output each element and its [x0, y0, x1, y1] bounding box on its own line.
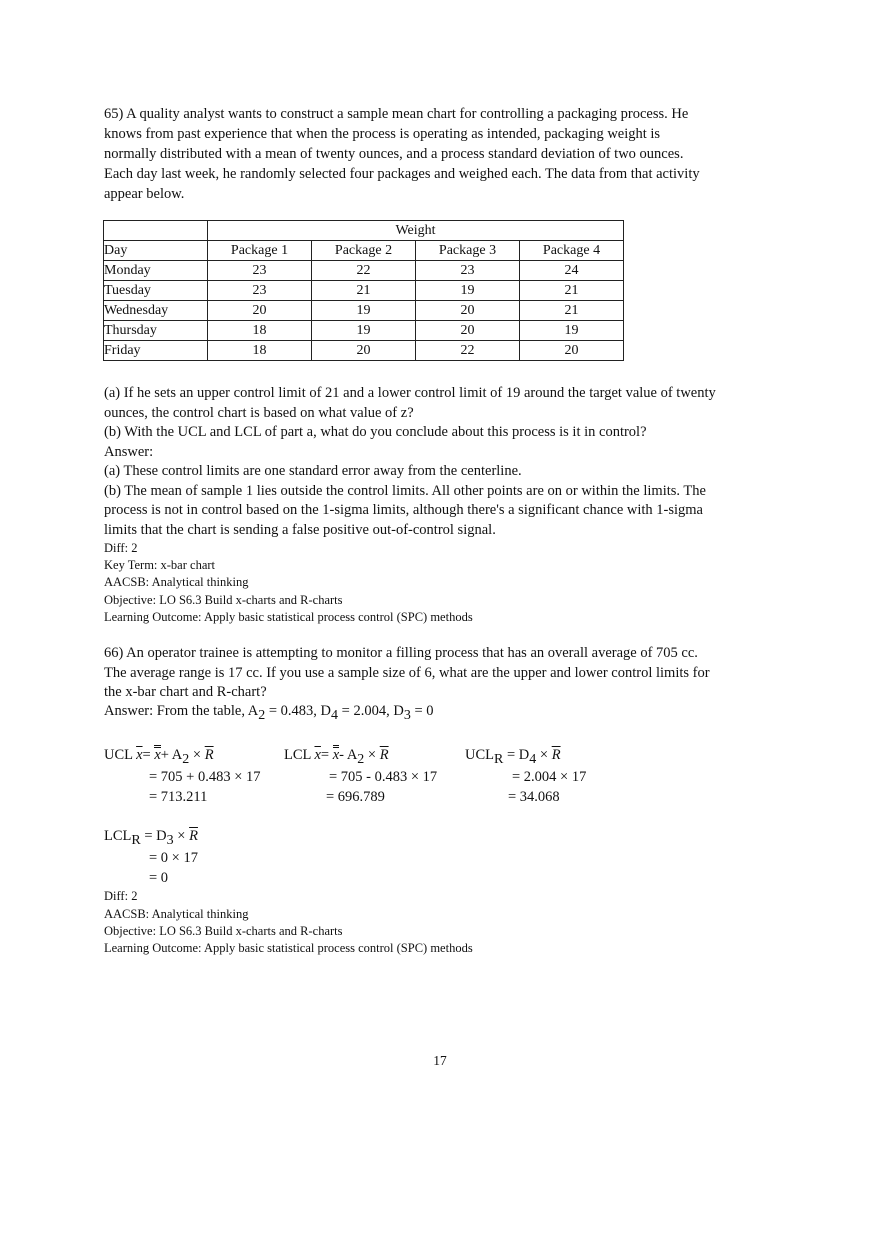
value-cell: 18: [208, 341, 312, 361]
table-row: [104, 321, 624, 341]
column-header: Package 1: [208, 241, 312, 261]
q65-answer-b-cont: process is not in control based on the 1-sigma limits, although there's a significant chance with 1-sigma: [104, 502, 703, 518]
value-cell: 24: [520, 261, 624, 281]
value-cell: 22: [312, 261, 416, 281]
q65-learning-outcome: Learning Outcome: Apply basic statistical process control (SPC) methods: [104, 610, 473, 624]
table-corner-cell: [104, 221, 208, 241]
page-number: 17: [433, 1053, 447, 1068]
lcl-r-step: = 0 × 17: [149, 850, 198, 866]
value-cell: 19: [416, 281, 520, 301]
day-cell: Tuesday: [104, 281, 208, 301]
value-cell: 21: [520, 281, 624, 301]
q65-answer-b-cont2: limits that the chart is sending a false positive out-of-control signal.: [104, 522, 496, 538]
q66-line-3: the x-bar chart and R-chart?: [104, 684, 267, 700]
value-cell: 18: [208, 321, 312, 341]
q66-learning-outcome: Learning Outcome: Apply basic statistical process control (SPC) methods: [104, 941, 473, 955]
ucl-r-formula: $UCL_R = D_4 \times \overline{R}$: [465, 747, 561, 767]
weight-group-header: Weight: [208, 221, 624, 241]
value-cell: 23: [208, 281, 312, 301]
column-header: Package 4: [520, 241, 624, 261]
q65-part-a: (a) If he sets an upper control limit of 21 and a lower control limit of 19 around the target value of twenty: [104, 385, 716, 401]
table-row: [104, 301, 624, 321]
value-cell: 20: [208, 301, 312, 321]
value-cell: 20: [520, 341, 624, 361]
day-cell: Friday: [104, 341, 208, 361]
q65-line-4: Each day last week, he randomly selected four packages and weighed each. The data from that activity: [104, 166, 700, 182]
value-cell: 19: [312, 301, 416, 321]
ucl-x-formula: UCL $\overline{x}= x+ A_2 \times \overline{R}$: [104, 747, 214, 767]
q65-part-b: (b) With the UCL and LCL of part a, what do you conclude about this process is it in control?: [104, 424, 647, 440]
table-header-row: [104, 221, 624, 241]
q66-aacsb: AACSB: Analytical thinking: [104, 907, 249, 921]
weight-table: [103, 220, 624, 361]
q66-diff: Diff: 2: [104, 889, 138, 903]
value-cell: 22: [416, 341, 520, 361]
value-cell: 19: [312, 321, 416, 341]
value-cell: 20: [416, 321, 520, 341]
column-header: Package 3: [416, 241, 520, 261]
q65-objective: Objective: LO S6.3 Build x-charts and R-charts: [104, 593, 343, 607]
q65-key-term: Key Term: x-bar chart: [104, 558, 215, 572]
q65-line-3: normally distributed with a mean of twenty ounces, and a process standard deviation of two ounces.: [104, 146, 684, 162]
lcl-r-formula: $LCL_R = D_3 \times \overline{R}$: [104, 828, 198, 848]
q66-objective: Objective: LO S6.3 Build x-charts and R-charts: [104, 924, 343, 938]
q66-line-1: 66) An operator trainee is attempting to monitor a filling process that has an overall average of 705 cc.: [104, 645, 698, 661]
q65-aacsb: AACSB: Analytical thinking: [104, 575, 249, 589]
column-header: Package 2: [312, 241, 416, 261]
q66-answer: Answer: From the table, $A_2 = 0.483$, $D_4 = 2.004$, $D_3 = 0$: [104, 703, 434, 723]
q65-answer-a: (a) These control limits are one standard error away from the centerline.: [104, 463, 522, 479]
q65-answer-label: Answer:: [104, 444, 154, 460]
value-cell: 23: [416, 261, 520, 281]
lcl-x-formula: LCL $\overline{x}= x-$ $A_2 \times \overline{R}$: [284, 747, 389, 767]
lcl-r-result: = 0: [149, 870, 169, 886]
q66-line-2: The average range is 17 cc. If you use a sample size of 6, what are the upper and lower control limits for: [104, 665, 710, 681]
day-header: Day: [104, 241, 208, 261]
day-cell: Monday: [104, 261, 208, 281]
ucl-r-result: = 34.068: [508, 789, 560, 805]
day-cell: Thursday: [104, 321, 208, 341]
q65-answer-b: (b) The mean of sample 1 lies outside the control limits. All other points are on or within the limits. The: [104, 483, 706, 499]
value-cell: 19: [520, 321, 624, 341]
value-cell: 20: [312, 341, 416, 361]
value-cell: 21: [312, 281, 416, 301]
value-cell: 23: [208, 261, 312, 281]
ucl-x-step: = 705 + 0.483 × 17: [149, 769, 261, 785]
q65-line-5: appear below.: [104, 186, 185, 202]
table-row: [104, 341, 624, 361]
lcl-x-result: = 696.789: [326, 789, 385, 805]
q65-line-2: knows from past experience that when the process is operating as intended, packaging weight is: [104, 126, 661, 142]
day-cell: Wednesday: [104, 301, 208, 321]
table-column-header-row: [104, 241, 624, 261]
ucl-x-result: = 713.211: [149, 789, 208, 805]
q65-line-1: 65) A quality analyst wants to construct a sample mean chart for controlling a packaging process. He: [104, 106, 689, 122]
ucl-r-step: = 2.004 × 17: [512, 769, 587, 785]
q65-diff: Diff: 2: [104, 541, 138, 555]
table-row: [104, 281, 624, 301]
q65-part-a-cont: ounces, the control chart is based on what value of z?: [104, 405, 414, 421]
lcl-x-step: = 705 - 0.483 × 17: [329, 769, 438, 785]
value-cell: 21: [520, 301, 624, 321]
value-cell: 20: [416, 301, 520, 321]
table-row: [104, 261, 624, 281]
